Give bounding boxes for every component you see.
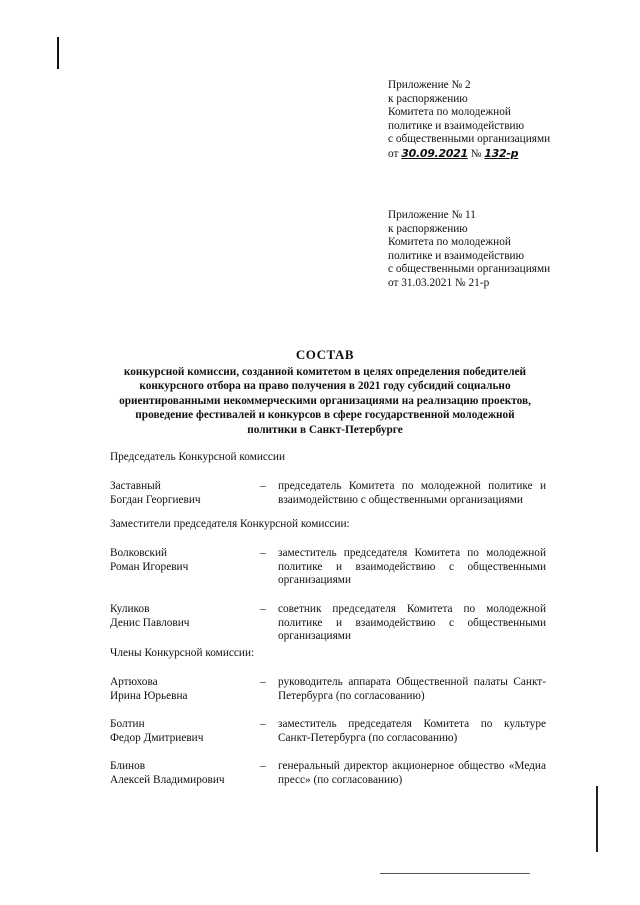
appendix-current-line: политике и взаимодействию [388,119,525,132]
appendix-original-line: Приложение № 11 [388,209,476,221]
date-prefix: от [388,147,399,160]
document-title: СОСТАВ [295,347,355,362]
member-name [110,480,250,507]
subtitle-line: ориентированными некоммерческими организациями на реализацию проектов, [119,394,531,407]
appendix-current-date-line [388,147,550,162]
member-dash: – [260,480,266,492]
appendix-current-line: к распоряжению [388,92,468,105]
subtitle-line: политики в Санкт-Петербурге [247,423,403,436]
member-role: председатель Комитета по молодежной политике и взаимодействию с общественными организациями [278,480,546,506]
member-given-name: Федор Дмитриевич [110,731,204,744]
scan-line-bottom [380,873,530,874]
member-role: заместитель председателя Комитета по молодежной политике и взаимодействию с общественными организациями [278,547,546,587]
scan-mark-left [57,37,59,69]
member-dash: – [260,718,266,730]
member-name [110,760,250,787]
member-dash: – [260,603,266,615]
scan-mark-right [596,786,598,852]
appendix-original-line: с общественными организациями [388,263,551,276]
appendix-current-line: Комитета по молодежной [388,106,511,119]
handwritten-date: 30.09.2021 [401,146,468,160]
member-given-name: Денис Павлович [110,616,190,629]
member-surname: Заставный [110,480,161,492]
handwritten-number: 132-р [484,146,519,160]
member-surname: Артюхова [110,676,158,688]
subtitle-line: проведение фестивалей и конкурсов в сфере государственной молодежной [135,409,515,422]
member-surname: Болтин [110,718,145,730]
member-role: генеральный директор акционерное общество «Медиа пресс» (по согласованию) [278,760,546,786]
appendix-original-line: Комитета по молодежной [388,236,511,249]
section-heading-chair: Председатель Конкурсной комиссии [110,451,286,463]
subtitle-line: конкурсного отбора на право получения в 2021 году субсидий социально [139,380,511,393]
appendix-original-block [388,209,550,291]
member-name [110,676,250,703]
member-surname: Куликов [110,603,150,615]
number-prefix: № [470,147,482,160]
member-name [110,603,250,630]
member-surname: Волковский [110,547,168,559]
member-surname: Блинов [110,760,146,772]
member-given-name: Алексей Владимирович [110,773,225,786]
member-given-name: Ирина Юрьевна [110,689,188,702]
subtitle-line: конкурсной комиссии, созданной комитетом в целях определения победителей [123,366,527,378]
appendix-original-line: к распоряжению [388,222,468,235]
appendix-current-line: Приложение № 2 [388,79,471,91]
appendix-current-block [388,79,550,162]
appendix-current-line: с общественными организациями [388,133,551,146]
member-dash: – [260,676,266,688]
section-heading-deputies: Заместители председателя Конкурсной комиссии: [110,518,350,530]
member-dash: – [260,760,266,772]
member-dash: – [260,547,266,559]
member-name [110,718,250,745]
member-name [110,547,250,574]
member-role: советник председателя Комитета по молодежной политике и взаимодействию с общественными организациями [278,603,546,643]
appendix-original-line: от 31.03.2021 № 21-р [388,276,490,289]
member-given-name: Богдан Георгиевич [110,493,201,506]
document-subtitle [90,365,560,437]
appendix-original-line: политике и взаимодействию [388,249,525,262]
member-role: заместитель председателя Комитета по культуре Санкт-Петербурга (по согласованию) [278,718,546,744]
section-heading-members: Члены Конкурсной комиссии: [110,647,255,659]
member-role: руководитель аппарата Общественной палаты Санкт-Петербурга (по согласованию) [278,676,546,702]
member-given-name: Роман Игоревич [110,560,189,573]
